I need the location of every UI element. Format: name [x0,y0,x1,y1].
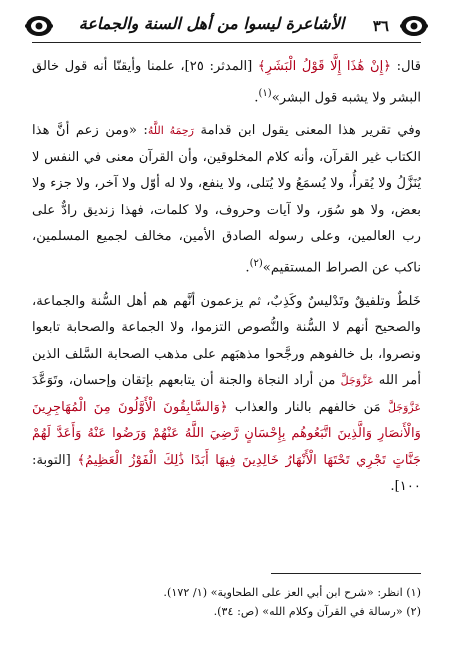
footnote-2: (٢) «رسالة في القرآن وكلام الله» (ص: ٣٤). [213,605,421,618]
header-divider [32,42,421,43]
page-header [24,14,429,40]
text-run: من أراد النجاة والجنة أن يتابعهم بإتقان وإحسان، وتَوَعَّدَ [32,373,341,389]
footnotes [32,583,421,621]
text-run: قال: [391,59,421,74]
text-run: : «ومن زعم أنَّ هذا الكتاب غير القرآن، وأنه كلام المخلوقين، وأن القرآن معنى في النفس لا يُنَزَّلُ ولا يُقرأُ، ولا يُسمَعُ ولا يُتلى، ولا ينفع، ولا له أوّل ولا آخر، ولا جزء ولا بعض، ولا هو سُوَر، ولا آيات وحروف، ولا كلمات، فهذا زنديق رادٌّ على رب العالمين، وعلى رسوله الصادق الأمين، مخالف لجميع المسلمين، ناكب عن الصراط المستقيم» [32,123,421,276]
text-run: مَن خالفهم بالنار والعذاب [227,399,388,415]
running-title: الأشاعرة ليسوا من أهل السنة والجماعة [78,14,345,33]
text-run: . [254,89,259,105]
footnote-ref[interactable]: (١) [258,87,272,99]
quran-verse: ﴿إِنْ هَٰذَا إِلَّا قَوْلُ الْبَشَرِ﴾ [257,59,392,74]
footnote-ref[interactable]: (٢) [249,257,263,269]
honorific: عَزَّوَجَلَّ [340,374,374,388]
quran-verse: ﴿وَالسَّابِقُونَ الْأَوَّلُونَ مِنَ الْمُهَاجِرِينَ وَالْأَنصَارِ وَالَّذِينَ اتَّبَعُوهُم بِإِحْسَانٍ رَّضِيَ اللَّهُ عَنْهُمْ وَرَضُوا عَنْهُ وَأَعَدَّ لَهُمْ جَنَّاتٍ تَجْرِي تَحْتَهَا الْأَنْهَارُ خَالِدِينَ فِيهَا أَبَدًا ذَٰلِكَ الْفَوْزُ الْعَظِيمُ﴾ [32,399,422,468]
paragraph-2 [32,118,421,281]
ornament-icon [399,14,429,38]
verse-reference: [التوبة: ١٠٠] [32,452,421,495]
text-run: خَلطٌ وتلفيقٌ وتَدْليسٌ وكَذِبٌ، ثم يزعمون أنَّهم هم أهل السُّنة والجماعة، والصحيح أنهم لا السُّنة والنُّصوص التزموا، ولا الجماعة والصحابة تابعوا ونصروا، بل خالفوهم ورجَّحوا مذهبَهم على مذهب الصحابة السَّلف الذين أمر الله [32,293,421,389]
honorific: عَزَّوَجَلَّ [387,400,422,414]
text-run: ، علمنا وأيقنّا أنه قول خالق البشر ولا يشبه قول البشر» [32,59,421,105]
ornament-icon [24,14,54,38]
text-run: . [390,479,395,495]
verse-reference: [المدثر: ٢٥] [184,59,258,74]
text-run: وفي تقرير هذا المعنى يقول ابن قدامة [194,123,422,139]
paragraph-1 [32,54,421,111]
page-body [32,54,421,501]
text-run: . [245,260,250,276]
paragraph-3 [32,289,421,501]
footnote-1: (١) انظر: «شرح ابن أبي العز على الطحاوية» (١/ ١٧٢). [163,586,421,599]
footnote-divider [271,573,421,574]
honorific: رَحِمَهُ اللَّهُ [147,124,194,138]
page-number: ٣٦ [372,17,389,35]
